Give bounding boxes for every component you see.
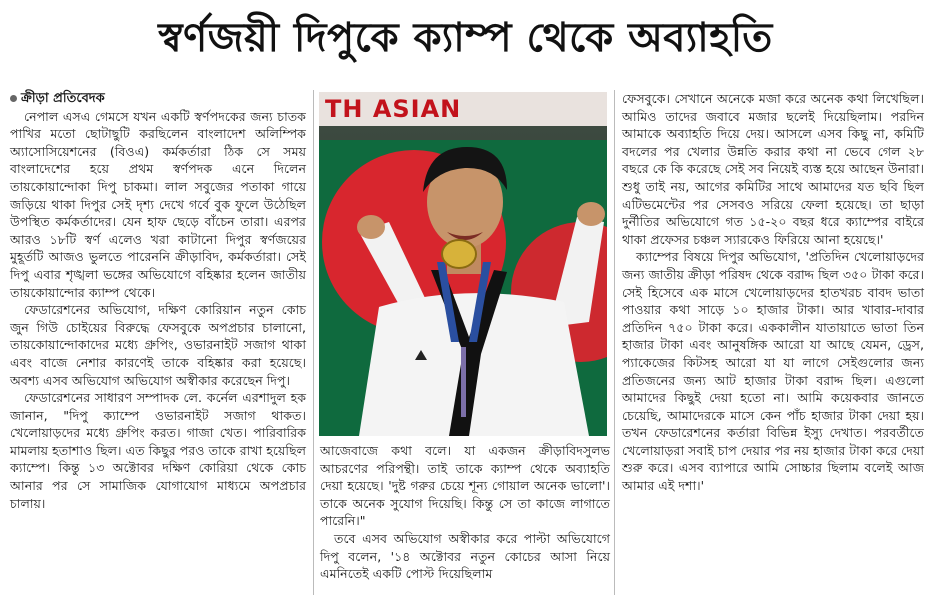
paragraph: ফেডারেশনের অভিযোগ, দক্ষিণ কোরিয়ান নতুন কোচ জুন গিউ চোইয়ের বিরুদ্ধে ফেসবুকে অপপ্রচার চালানো, তায়কোয়ান্দোকাদের মধ্যে গ্রুপিং, ওভারনাইট সজাগ থাকা এবং বাজে নেশার কারণেই তাকে বহিষ্কার করা হয়েছে। অবশ্য এসব অভিযোগ অভিযোগ অস্বীকার করেছেন দিপু।	[10, 302, 306, 388]
photo-banner-text: TH ASIAN	[319, 92, 607, 126]
athlete-illustration	[319, 92, 607, 436]
lanyard	[461, 347, 466, 417]
column-divider-right	[614, 90, 615, 595]
paragraph: ফেডারেশনের সাধারণ সম্পাদক লে. কর্নেল এরশাদুল হক জানান, "দিপু ক্যাম্পে ওভারনাইট সজাগ থাকত। খেলোয়াড়দের মধ্যে গ্রুপিং করত। গাজা খেত। পারিবারিক মামলায় হতাশাও ছিল। এত কিছুর পরও তাকে রাখা হয়েছিল ক্যাম্পে। কিন্তু ১৩ অক্টোবর দক্ষিণ কোরিয়া থেকে কোচ আনার পর সে সামাজিক যোগাযোগ মাধ্যমে অপপ্রচার চালায়।	[10, 390, 306, 511]
paragraph: আজেবাজে কথা বলে। যা একজন ক্রীড়াবিদসুলভ আচরণের পরিপন্থী। তাই তাকে ক্যাম্প থেকে অব্যাহতি দেয়া হয়েছে। 'দুষ্ট গরুর চেয়ে শূন্য গোয়াল অনেক ভালো'। তাকে অনেক সুযোগ দিয়েছি। কিন্তু সে তা কাজে লাগাতে পারেনি।"	[320, 443, 610, 529]
column-divider-left	[313, 90, 314, 595]
left-fist	[357, 215, 385, 239]
right-fist	[577, 202, 605, 226]
article-column-2	[320, 442, 610, 583]
paragraph: ফেসবুকে। সেখানে অনেকে মজা করে অনেক কথা লিখেছিল। আমিও তাদের জবাবে মজার ছলেই দিয়েছিলাম। পরদিন আমাকে অব্যাহতি দিয়ে দেয়। আসলে এসব কিছু না, কমিটি বদলের পর খেলার উন্নতি করার কথা না ভেবে গেল ২৮ বছরে কে কি করেছে সেই সব নিয়েই ব্যস্ত হয়ে আছেন উনারা। শুধু তাই নয়, আগের কমিটির সাথে আমাদের যত ছবি ছিল এটিভমেন্টের পর সেসবও সরিয়ে ফেলা হয়েছে। তা ছাড়া দুর্নীতির অভিযোগে গত ১৫-২০ বছর ধরে ক্যাম্পের বাইরে থাকা প্রফেসর চঞ্চল স্যারকেও ফিরিয়ে আনা হয়েছে।'	[622, 91, 924, 247]
headline: স্বর্ণজয়ী দিপুকে ক্যাম্প থেকে অব্যাহতি	[158, 14, 773, 61]
paragraph: তবে এসব অভিযোগ অস্বীকার করে পাল্টা অভিযোগে দিপু বলেন, '১৪ অক্টোবর নতুন কোচের আসা নিয়ে এমনিতেই একটি পোস্ট দিয়েছিলাম	[320, 530, 610, 582]
article-column-3	[622, 90, 924, 495]
byline-text: ক্রীড়া প্রতিবেদক	[21, 91, 105, 106]
paragraph: ক্যাম্পের বিষয়ে দিপুর অভিযোগ, 'প্রতিদিন খেলোয়াড়দের জন্য জাতীয় ক্রীড়া পরিষদ থেকে বরাদ্দ ছিল ৩৫০ টাকা করে। সেই হিসেবে এক মাসে খেলোয়াড়দের হাতখরচ বাবদ ভাতা পাওয়ার কথা সাড়ে ১০ হাজার টাকা। আর খাবার-দাবার প্রতিদিন ৭৫০ টাকা করে। এককালীন যাতায়াতে ভাতা তিন হাজার টাকা এবং আনুষঙ্গিক আরো যা আছে যেমন, ড্রেস, প্যাকেজের কিটসহ আরো যা যা লাগে সেইগুলোর জন্য প্রতিজনের জন্য আট হাজার টাকা বরাদ্দ ছিল। এগুলো আমাদের কিছুই দেয়া হতো না। আমি কয়েকবার জানতে চেয়েছি, আমাদেরকে মাসে কেন পাঁচ হাজার টাকা দেয়া হয়। তখন ফেডারেশনের কর্তারা বিভিন্ন ইস্যু দেখাত। পরবর্তীতে খেলোয়াড়রা সবাই চাপ দেয়ার পর নয় হাজার টাকা করে দেয়া শুরু করে। এসব ব্যাপারে আমি সোচ্চার ছিলাম বলেই আজ আমার এই দশা।'	[622, 249, 924, 494]
gold-medal	[442, 240, 476, 268]
byline	[10, 90, 306, 108]
paragraph: নেপাল এসএ গেমসে যখন একটি স্বর্ণপদকের জন্য চাতক পাখির মতো ছোটাছুটি করছিলেন বাংলাদেশ অলিম্পিক অ্যাসোসিয়েশনের (বিওএ) কর্মকর্তারা ঠিক সে সময় বাংলাদেশের হয়ে প্রথম স্বর্ণপদক এনে দিলেন তায়কোয়ান্দোকা দিপু চাকমা। লাল সবুজের পতাকা গায়ে জড়িয়ে থাকা দিপুর সেই দৃশ্য দেখে গর্বে বুক ফুলে উঠেছিল উপস্থিত কর্মকর্তাদের। যেন হাফ ছেড়ে বাঁচেন তারা। এরপর আরও ১৮টি স্বর্ণ এলেও খরা কাটানো দিপুর স্বর্ণজয়ের মুহূর্তটি আজও ভুলতে পারেননি ক্রীড়াবিদ, কর্মকর্তারা। সেই দিপু এবার শৃঙ্খলা ভঙ্গের অভিযোগে বহিষ্কার হলেন জাতীয় তায়কোয়ান্দোর ক্যাম্প থেকে।	[10, 108, 306, 300]
athlete-photo	[319, 92, 607, 436]
bullet-icon	[10, 95, 17, 102]
article-column-1	[10, 90, 306, 512]
